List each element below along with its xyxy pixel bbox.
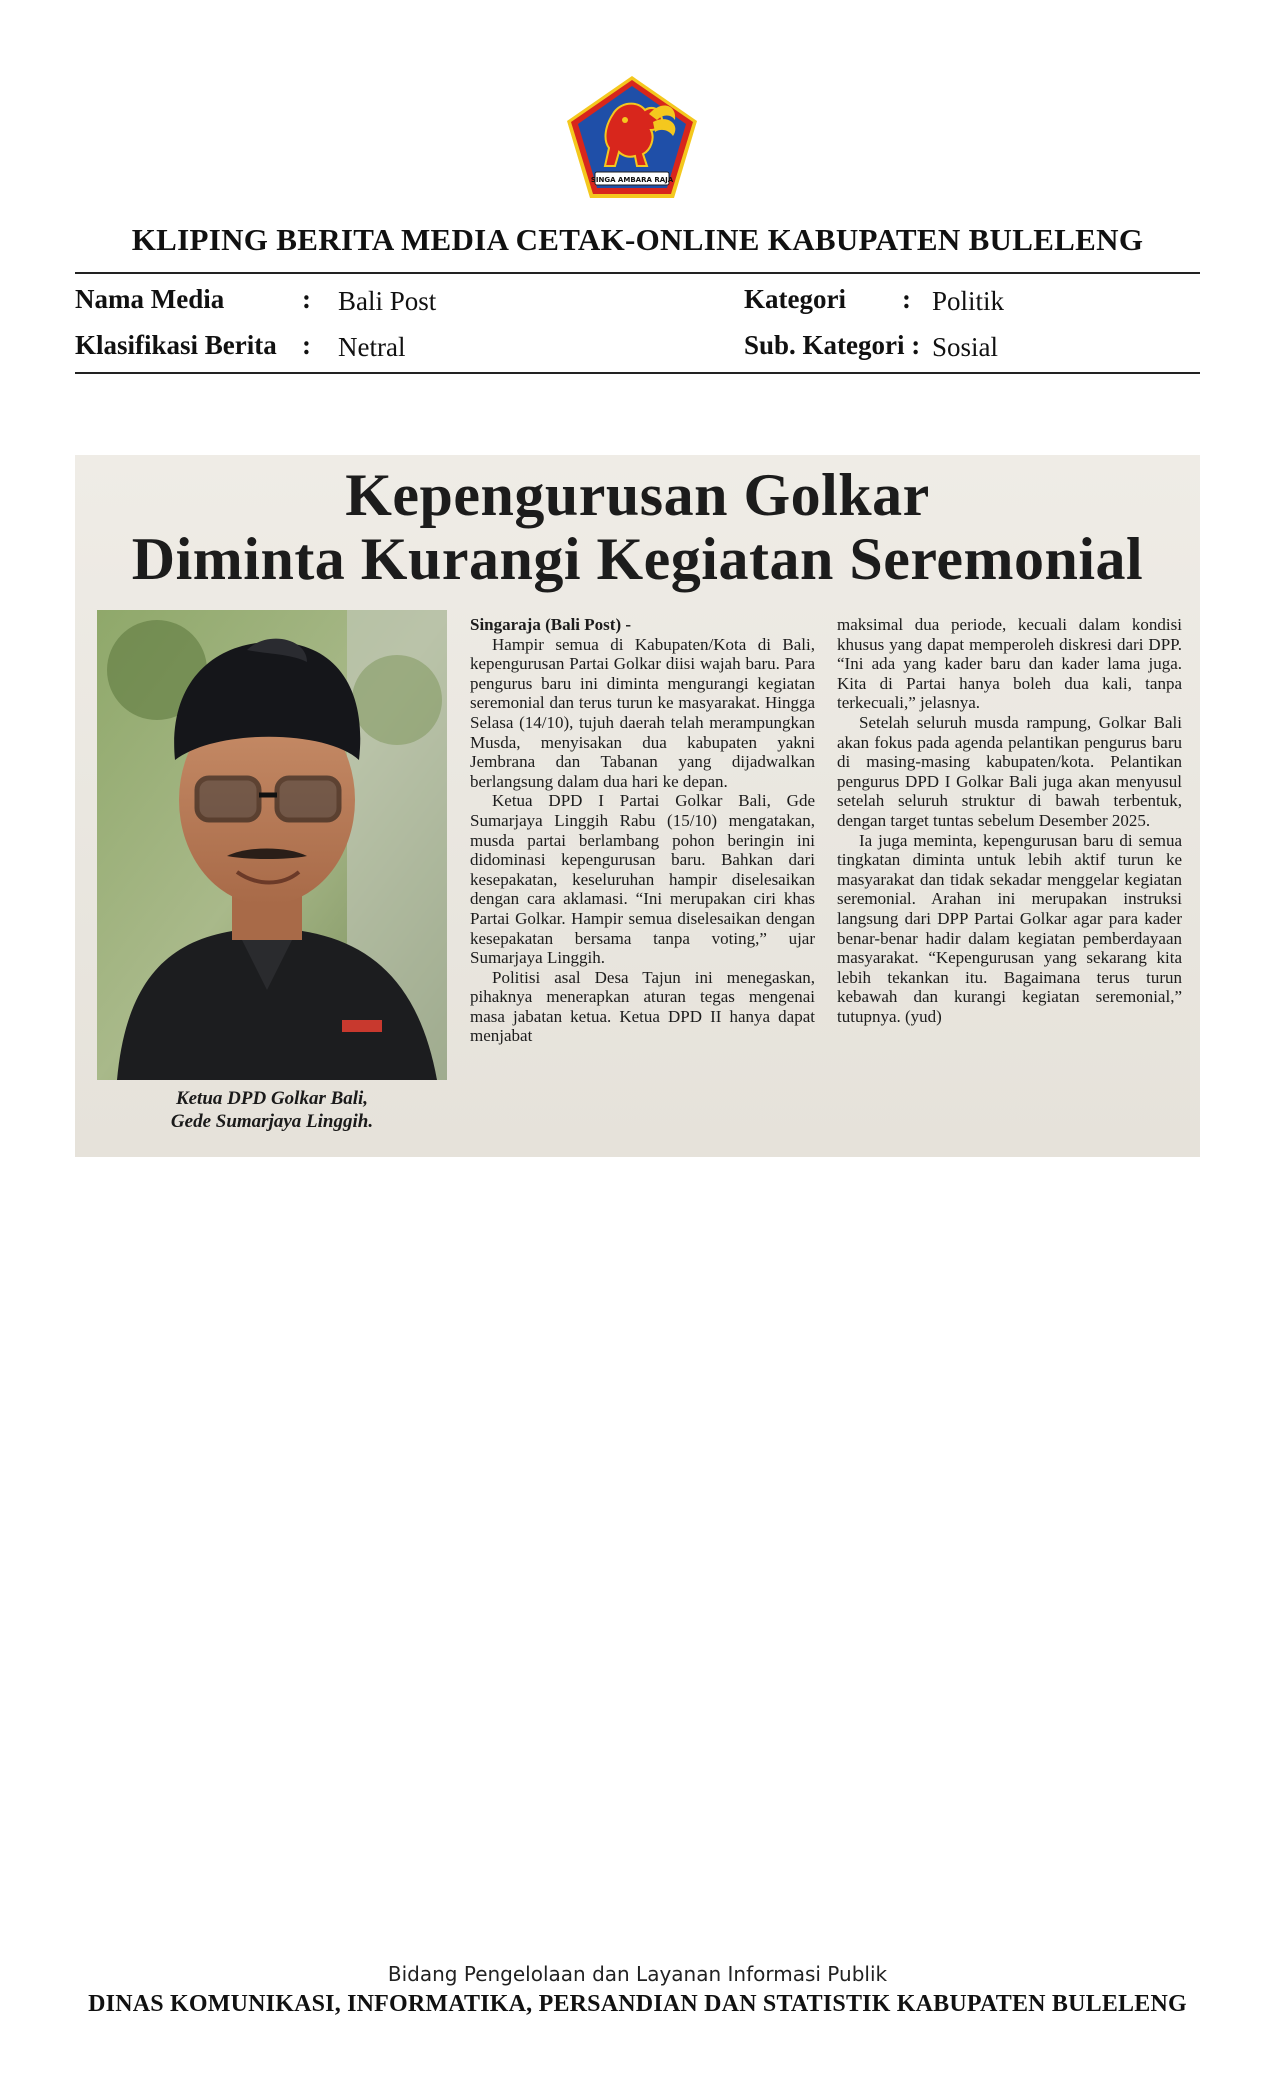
newspaper-clipping	[75, 455, 1200, 1157]
kategori-value: Politik	[932, 286, 1005, 316]
photo-caption-line-1: Ketua DPD Golkar Bali,	[175, 1088, 369, 1109]
portrait-photo	[97, 610, 447, 1080]
media-label: Nama Media	[75, 284, 225, 314]
article-dateline: Singaraja (Bali Post) -	[470, 615, 632, 634]
article-column-2	[837, 615, 1182, 1026]
article-paragraph: Ketua DPD I Partai Golkar Bali, Gde Sumarjaya Linggih Rabu (15/10) mengatakan, musda partai berlambang pohon beringin ini didominasi kepengurusan baru. Bahkan dari kesepakatan, keseluruhan hampir diselesaikan dengan cara aklamasi. “Ini merupakan ciri khas Partai Golkar. Hampir semua diselesaikan dengan kesepakatan bersama tanpa voting,” ujar Sumarjaya Linggih.	[470, 791, 815, 968]
klasifikasi-label: Klasifikasi Berita	[75, 330, 277, 360]
subkategori-label: Sub. Kategori :	[744, 330, 921, 360]
media-colon: :	[302, 284, 311, 314]
kategori-colon: :	[902, 284, 911, 314]
footer-office: DINAS KOMUNIKASI, INFORMATIKA, PERSANDIAN DAN STATISTIK KABUPATEN BULELENG	[88, 1991, 1187, 2017]
headline-line-1: Kepengurusan Golkar	[345, 462, 930, 528]
subkategori-value: Sosial	[932, 332, 999, 362]
article-paragraph: Politisi asal Desa Tajun ini menegaskan, pihaknya menerapkan aturan tegas mengenai masa jabatan ketua. Ketua DPD II hanya dapat menjabat	[470, 967, 815, 1046]
klasifikasi-colon: :	[302, 330, 311, 360]
article-paragraph: Setelah seluruh musda rampung, Golkar Bali akan fokus pada agenda pelantikan pengurus baru di masing-masing kabupaten/kota. Pelantikan pengurus DPD I Golkar Bali juga akan menyusul setelah seluruh struktur di bawah terbentuk, dengan target tuntas sebelum Desember 2025.	[837, 712, 1182, 830]
photo-caption	[97, 1087, 447, 1133]
media-value: Bali Post	[338, 286, 437, 316]
clipping-headline	[75, 463, 1200, 591]
page-title: KLIPING BERITA MEDIA CETAK-ONLINE KABUPATEN BULELENG	[131, 222, 1144, 257]
kategori-label: Kategori	[744, 284, 846, 314]
article-paragraph: Ia juga meminta, kepengurusan baru di semua tingkatan diminta untuk lebih aktif turun ke masyarakat dan tidak sekadar menggelar kegiatan seremonial. Arahan ini merupakan instruksi langsung dari DPP Partai Golkar agar para kader benar-benar hadir dalam kegiatan pemberdayaan masyarakat. “Kepengurusan yang sekarang kita lebih tekankan itu. Bagaimana terus turun kebawah dan kurangi kegiatan seremonial,” tutupnya. (yud)	[837, 830, 1182, 1026]
header-divider-bottom	[75, 372, 1200, 374]
header-divider-top	[75, 272, 1200, 274]
footer-department: Bidang Pengelolaan dan Layanan Informasi Publik	[387, 1962, 888, 1986]
regency-emblem-logo	[565, 74, 699, 200]
klasifikasi-value: Netral	[338, 332, 406, 362]
article-column-1	[470, 615, 815, 1046]
photo-caption-line-2: Gede Sumarjaya Linggih.	[170, 1111, 374, 1132]
article-paragraph: Hampir semua di Kabupaten/Kota di Bali, kepengurusan Partai Golkar diisi wajah baru. Para pengurus baru ini diminta mengurangi kegiatan seremonial dan terus turun ke masyarakat. Hingga Selasa (14/10), tujuh daerah telah merampungkan Musda, menyisakan dua kabupaten yakni Jembrana dan Tabanan yang dijadwalkan berlangsung dalam dua hari ke depan.	[470, 634, 815, 791]
headline-line-2: Diminta Kurangi Kegiatan Seremonial	[131, 526, 1144, 592]
article-paragraph: maksimal dua periode, kecuali dalam kondisi khusus yang dapat memperoleh diskresi dari DPP. “Ini ada yang kader baru dan kader lama juga. Kita di Partai hanya boleh dua kali, tanpa terkecuali,” jelasnya.	[837, 615, 1182, 713]
logo-motto: SINGA AMBARA RAJA	[590, 176, 674, 184]
